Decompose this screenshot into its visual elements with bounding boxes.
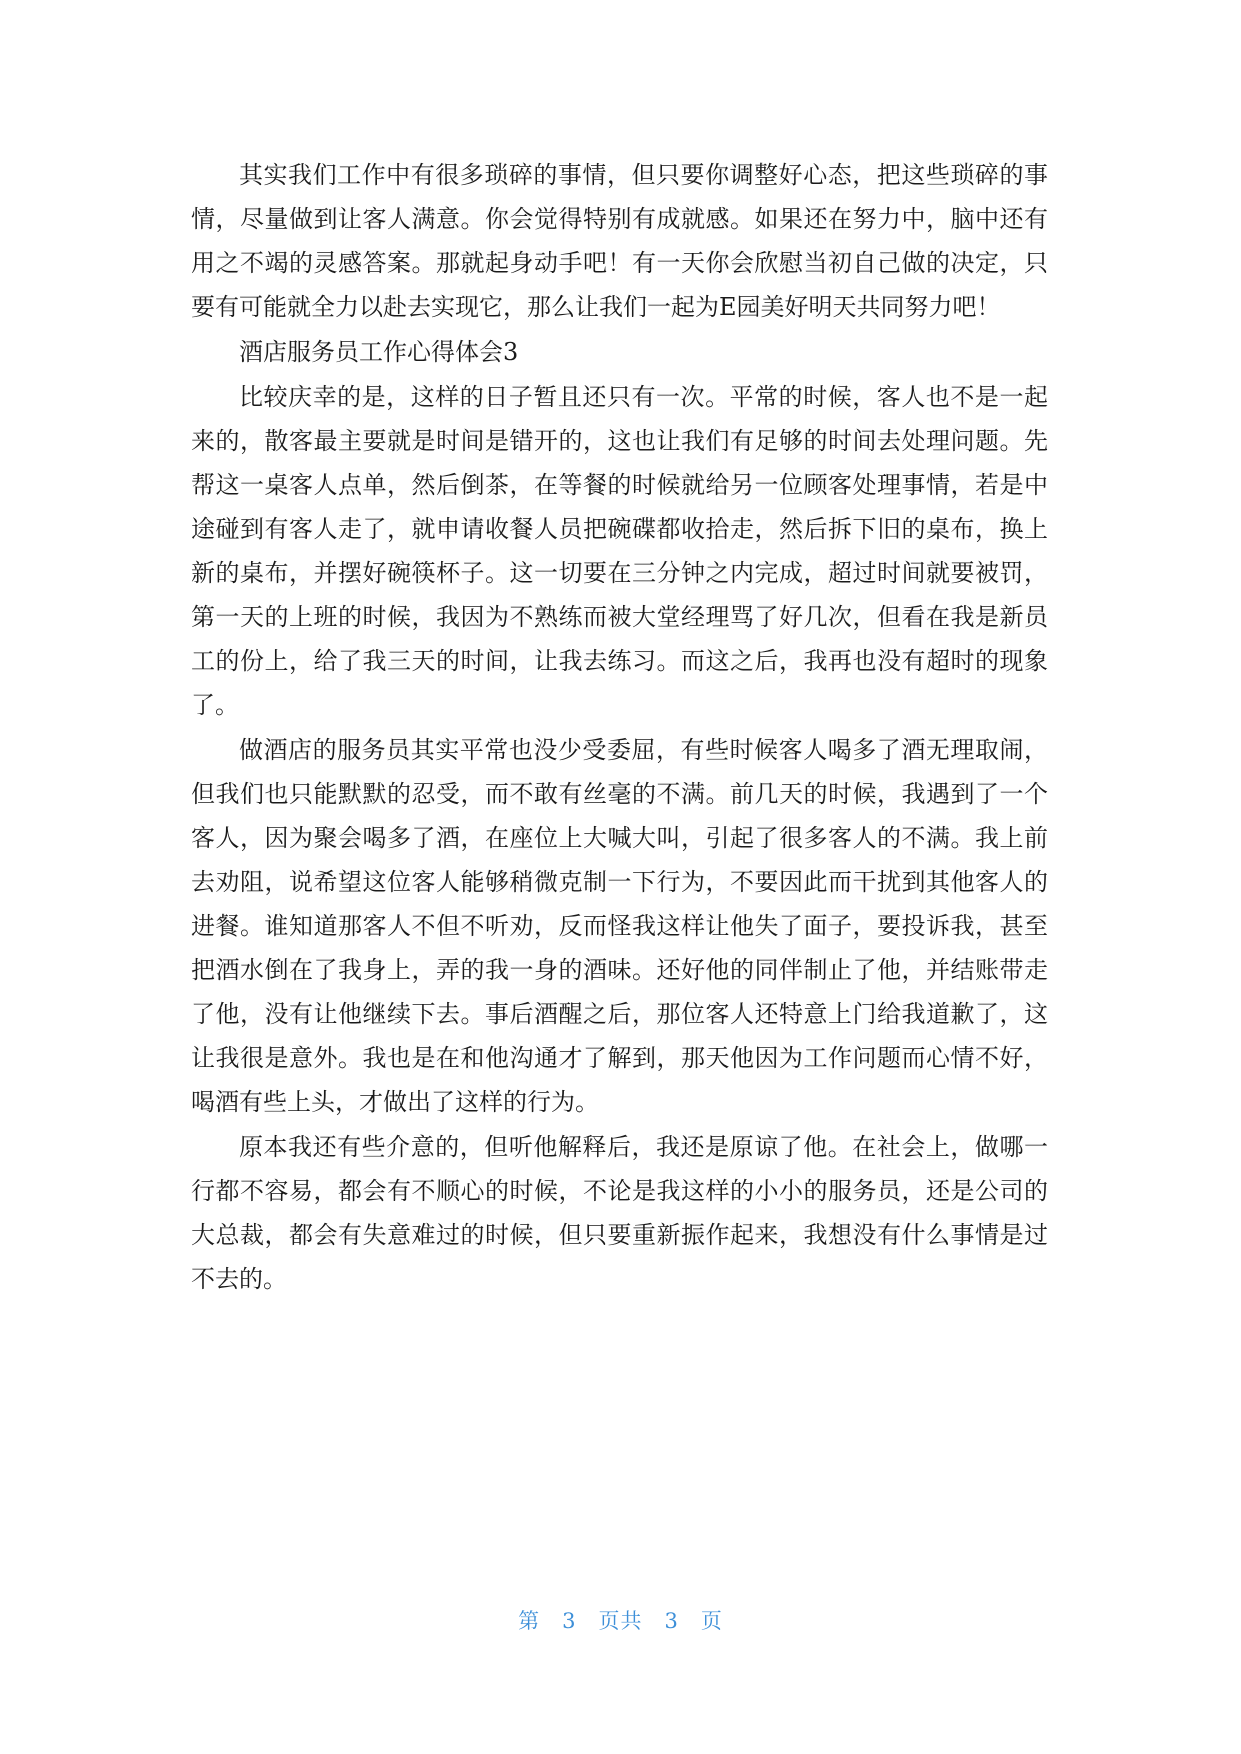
page-footer <box>0 1605 1241 1635</box>
footer-prefix: 第 <box>518 1609 541 1633</box>
footer-total-pages: 3 <box>664 1609 679 1633</box>
paragraph-closing-remarks: 其实我们工作中有很多琐碎的事情，但只要你调整好心态，把这些琐碎的事情，尽量做到让客人满意。你会觉得特别有成就感。如果还在努力中，脑中还有用之不竭的灵感答案。那就起身动手吧！有一天你会欣慰当初自己做的决定，只要有可能就全力以赴去实现它，那么让我们一起为E园美好明天共同努力吧！ <box>191 161 1048 321</box>
section-heading: 酒店服务员工作心得体会3 <box>239 338 519 366</box>
footer-current-page: 3 <box>562 1609 577 1633</box>
paragraph-difficult-customer: 做酒店的服务员其实平常也没少受委屈，有些时候客人喝多了酒无理取闹，但我们也只能默默的忍受，而不敢有丝毫的不满。前几天的时候，我遇到了一个客人，因为聚会喝多了酒，在座位上大喊大叫，引起了很多客人的不满。我上前去劝阻，说希望这位客人能够稍微克制一下行为，不要因此而干扰到其他客人的进餐。谁知道那客人不但不听劝，反而怪我这样让他失了面子，要投诉我，甚至把酒水倒在了我身上，弄的我一身的酒味。还好他的同伴制止了他，并结账带走了他，没有让他继续下去。事后酒醒之后，那位客人还特意上门给我道歉了，这让我很是意外。我也是在和他沟通才了解到，那天他因为工作问题而心情不好，喝酒有些上头，才做出了这样的行为。 <box>191 736 1048 1116</box>
document-body <box>191 153 1048 1302</box>
footer-suffix: 页 <box>700 1609 723 1633</box>
footer-middle: 页共 <box>598 1609 643 1633</box>
paragraph-busy-routine: 比较庆幸的是，这样的日子暂且还只有一次。平常的时候，客人也不是一起来的，散客最主要就是时间是错开的，这也让我们有足够的时间去处理问题。先帮这一桌客人点单，然后倒茶，在等餐的时候就给另一位顾客处理事情，若是中途碰到有客人走了，就申请收餐人员把碗碟都收拾走，然后拆下旧的桌布，换上新的桌布，并摆好碗筷杯子。这一切要在三分钟之内完成，超过时间就要被罚，第一天的上班的时候，我因为不熟练而被大堂经理骂了好几次，但看在我是新员工的份上，给了我三天的时间，让我去练习。而这之后，我再也没有超时的现象了。 <box>191 383 1048 719</box>
paragraph-forgiveness: 原本我还有些介意的，但听他解释后，我还是原谅了他。在社会上，做哪一行都不容易，都会有不顺心的时候，不论是我这样的小小的服务员，还是公司的大总裁，都会有失意难过的时候，但只要重新振作起来，我想没有什么事情是过不去的。 <box>191 1133 1048 1293</box>
